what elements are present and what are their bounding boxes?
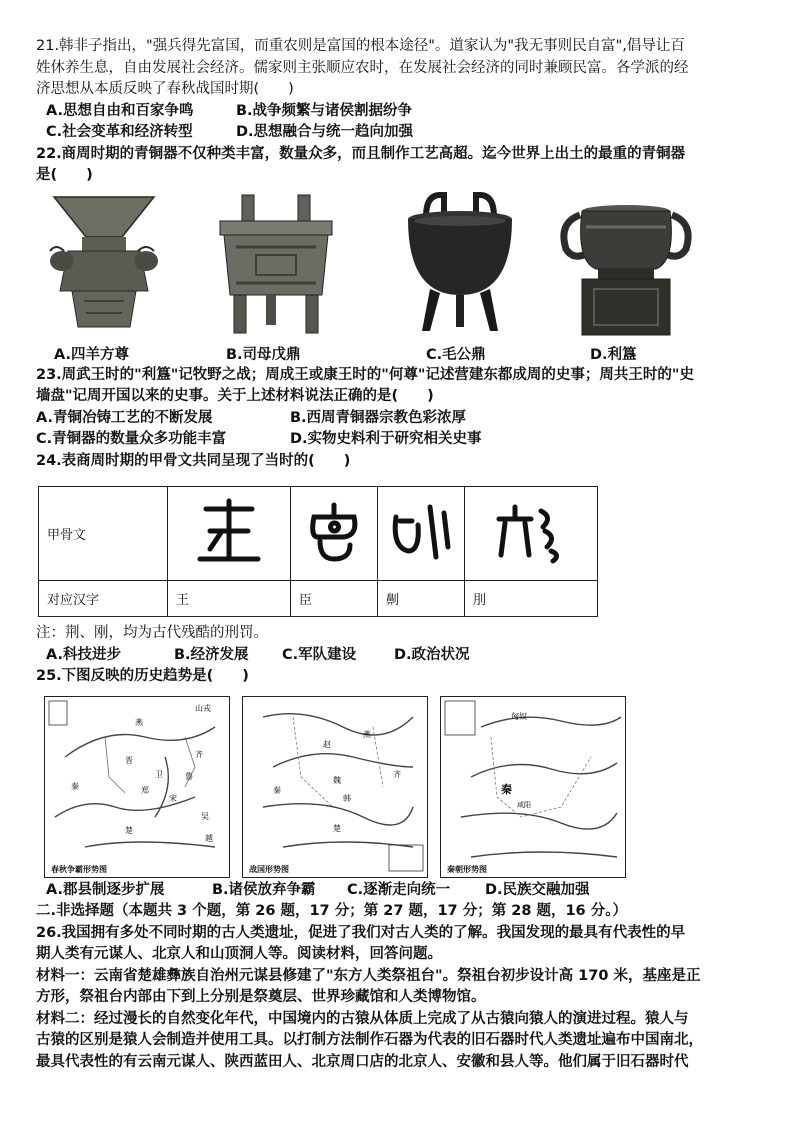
oracle-glyph-yi <box>378 487 465 581</box>
q26-line-1: 26.我国拥有多处不同时期的古人类遗址，促进了我们对古人类的了解。我国发现的最具有代表性的早 <box>36 924 686 941</box>
material-2-line-1: 材料二：经过漫长的自然变化年代，中国境内的古猿从体质上完成了从古猿向猿人的演进过程。猿人与 <box>36 1010 689 1027</box>
q22-line-1: 22.商周时期的青铜器不仅种类丰富，数量众多，而且制作工艺高超。迄今世界上出土的最重的青铜器 <box>36 145 686 162</box>
q22-option-c[interactable]: C.毛公鼎 <box>426 346 486 363</box>
question-23 <box>36 365 762 451</box>
q23-line-1: 23.周武王时的"利簋"记牧野之战；周成王或康王时的"何尊"记述营建东都成周的史事；周共王时的"史 <box>36 366 694 383</box>
question-26 <box>36 923 762 1074</box>
m2-label-1: 赵 <box>323 739 331 749</box>
four-ram-zun-image <box>44 191 164 341</box>
material-1-line-1: 材料一：云南省楚雄彝族自治州元谋县修建了"东方人类祭祖台"。祭祖台初步设计高 170 米，基座是正 <box>36 967 701 984</box>
q23-option-b[interactable]: B.西周青铜器宗教色彩浓厚 <box>290 409 467 426</box>
q24-option-a[interactable]: A.科技进步 <box>46 646 121 663</box>
m2-label-5: 秦 <box>273 785 281 795</box>
li-gui-image <box>556 191 696 341</box>
q21-option-a[interactable]: A.思想自由和百家争鸣 <box>46 102 194 119</box>
q26-line-2: 期人类有元谋人、北京人和山顶洞人等。阅读材料，回答问题。 <box>36 946 442 962</box>
question-21 <box>36 36 762 144</box>
q22-option-b[interactable]: B.司母戊鼎 <box>226 346 301 363</box>
oracle-glyph-chen <box>291 487 378 581</box>
q25-option-c[interactable]: C.逐渐走向统一 <box>347 881 451 898</box>
m1-label-7: 郑 <box>141 785 149 795</box>
m2-label-0: 燕 <box>363 729 371 739</box>
q23-line-2: 墙盘"记周开国以来的史事。关于上述材料说法正确的是( ) <box>36 388 434 404</box>
simuwu-ding-image <box>206 191 346 341</box>
m1-label-8: 吴 <box>201 811 209 821</box>
q21-line-1: 21.韩非子指出，"强兵得先富国，而重农则是富国的根本途径"。道家认为"我无事则民自富",倡导让百 <box>36 38 685 54</box>
m2-label-6: 楚 <box>333 823 341 833</box>
question-22 <box>36 144 762 365</box>
q24-option-d[interactable]: D.政治状况 <box>394 646 470 663</box>
m1-label-10: 宋 <box>169 793 177 803</box>
m3-label-0: 秦 <box>501 782 512 796</box>
q24-line: 24.表商周时期的甲骨文共同呈现了当时的( ) <box>36 452 351 469</box>
map-caption-chunqiu: 春秋争霸形势图 <box>51 864 107 874</box>
m1-label-5: 秦 <box>71 781 79 791</box>
m1-label-9: 越 <box>205 833 213 843</box>
row-label-oracle: 甲骨文 <box>39 487 168 581</box>
q21-line-3: 济思想从本质反映了春秋战国时期( ) <box>36 81 294 97</box>
material-2-line-3: 最具代表性的有云南元谋人、陕西蓝田人、北京周口店的北京人、安徽和县人等。他们属于旧石器时代 <box>36 1053 689 1070</box>
section-2-heading: 二.非选择题（本题共 3 个题，第 26 题，17 分；第 27 题，17 分；第 28 题，16 分。） <box>36 903 627 919</box>
map-caption-qin: 秦朝形势图 <box>447 864 487 874</box>
q23-option-c[interactable]: C.青铜器的数量众多功能丰富 <box>36 431 227 447</box>
hanzi-yue: 刖 <box>465 581 598 617</box>
question-25 <box>36 666 762 901</box>
q21-option-d[interactable]: D.思想融合与统一趋向加强 <box>236 124 414 140</box>
q22-option-d[interactable]: D.利簋 <box>590 346 637 363</box>
m3-label-2: 咸阳 <box>517 800 531 809</box>
m2-label-4: 韩 <box>343 793 351 803</box>
q21-option-b[interactable]: B.战争频繁与诸侯割据纷争 <box>236 102 413 119</box>
m1-label-6: 楚 <box>125 825 133 835</box>
map-chunqiu <box>44 696 230 878</box>
q21-line-2: 姓休养生息，自由发展社会经济。儒家则主张顺应农时，在发展社会经济的同时兼顾民富。各学派的经 <box>36 59 689 76</box>
q25-line: 25.下图反映的历史趋势是( ) <box>36 668 249 684</box>
q23-option-a[interactable]: A.青铜冶铸工艺的不断发展 <box>36 409 213 426</box>
maogong-ding-image <box>400 191 520 341</box>
q25-option-d[interactable]: D.民族交融加强 <box>485 881 590 898</box>
m1-label-0: 山戎 <box>195 703 211 713</box>
q22-option-a[interactable]: A.四羊方尊 <box>54 346 129 363</box>
question-24 <box>36 451 762 667</box>
q25-option-b[interactable]: B.诸侯放弃争霸 <box>212 881 316 898</box>
oracle-glyph-wang <box>168 487 291 581</box>
hanzi-wang: 王 <box>168 581 291 617</box>
material-1-line-2: 方形，祭祖台内部由下到上分别是祭奠层、世界珍藏馆和人类博物馆。 <box>36 989 486 1005</box>
q21-option-c[interactable]: C.社会变革和经济转型 <box>46 124 193 140</box>
material-2-line-2: 古猿的区别是猿人会制造并使用工具。以打制方法制作石器为代表的旧石器时代人类遗址遍布中国南北， <box>36 1032 703 1048</box>
q24-option-b[interactable]: B.经济发展 <box>174 646 249 663</box>
m1-label-1: 燕 <box>135 717 143 727</box>
q24-option-c[interactable]: C.军队建设 <box>282 646 357 663</box>
hanzi-chen: 臣 <box>291 581 378 617</box>
hanzi-yi: 劓 <box>378 581 465 617</box>
map-qin <box>440 696 626 878</box>
historical-maps <box>36 696 762 880</box>
q24-note: 注：荆、刚，均为古代残酷的刑罚。 <box>36 625 268 641</box>
bronze-vessel-images <box>36 191 762 343</box>
oracle-glyph-yue <box>465 487 598 581</box>
m1-label-4: 晋 <box>125 755 133 765</box>
q23-option-d[interactable]: D.实物史料利于研究相关史事 <box>290 431 482 447</box>
m2-label-3: 魏 <box>333 775 341 785</box>
exam-page <box>36 36 762 1073</box>
row-label-hanzi: 对应汉字 <box>39 581 168 617</box>
m1-label-11: 卫 <box>155 769 163 779</box>
m3-label-1: 匈奴 <box>511 711 527 721</box>
oracle-bone-table <box>38 486 598 617</box>
m1-label-3: 鲁 <box>185 771 193 781</box>
map-caption-zhanguo: 战国形势图 <box>249 864 289 874</box>
m1-label-2: 齐 <box>195 749 203 759</box>
q25-option-a[interactable]: A.郡县制逐步扩展 <box>46 881 165 898</box>
m2-label-2: 齐 <box>393 769 401 779</box>
q22-line-2: 是( ) <box>36 167 93 183</box>
map-zhanguo <box>242 696 428 878</box>
